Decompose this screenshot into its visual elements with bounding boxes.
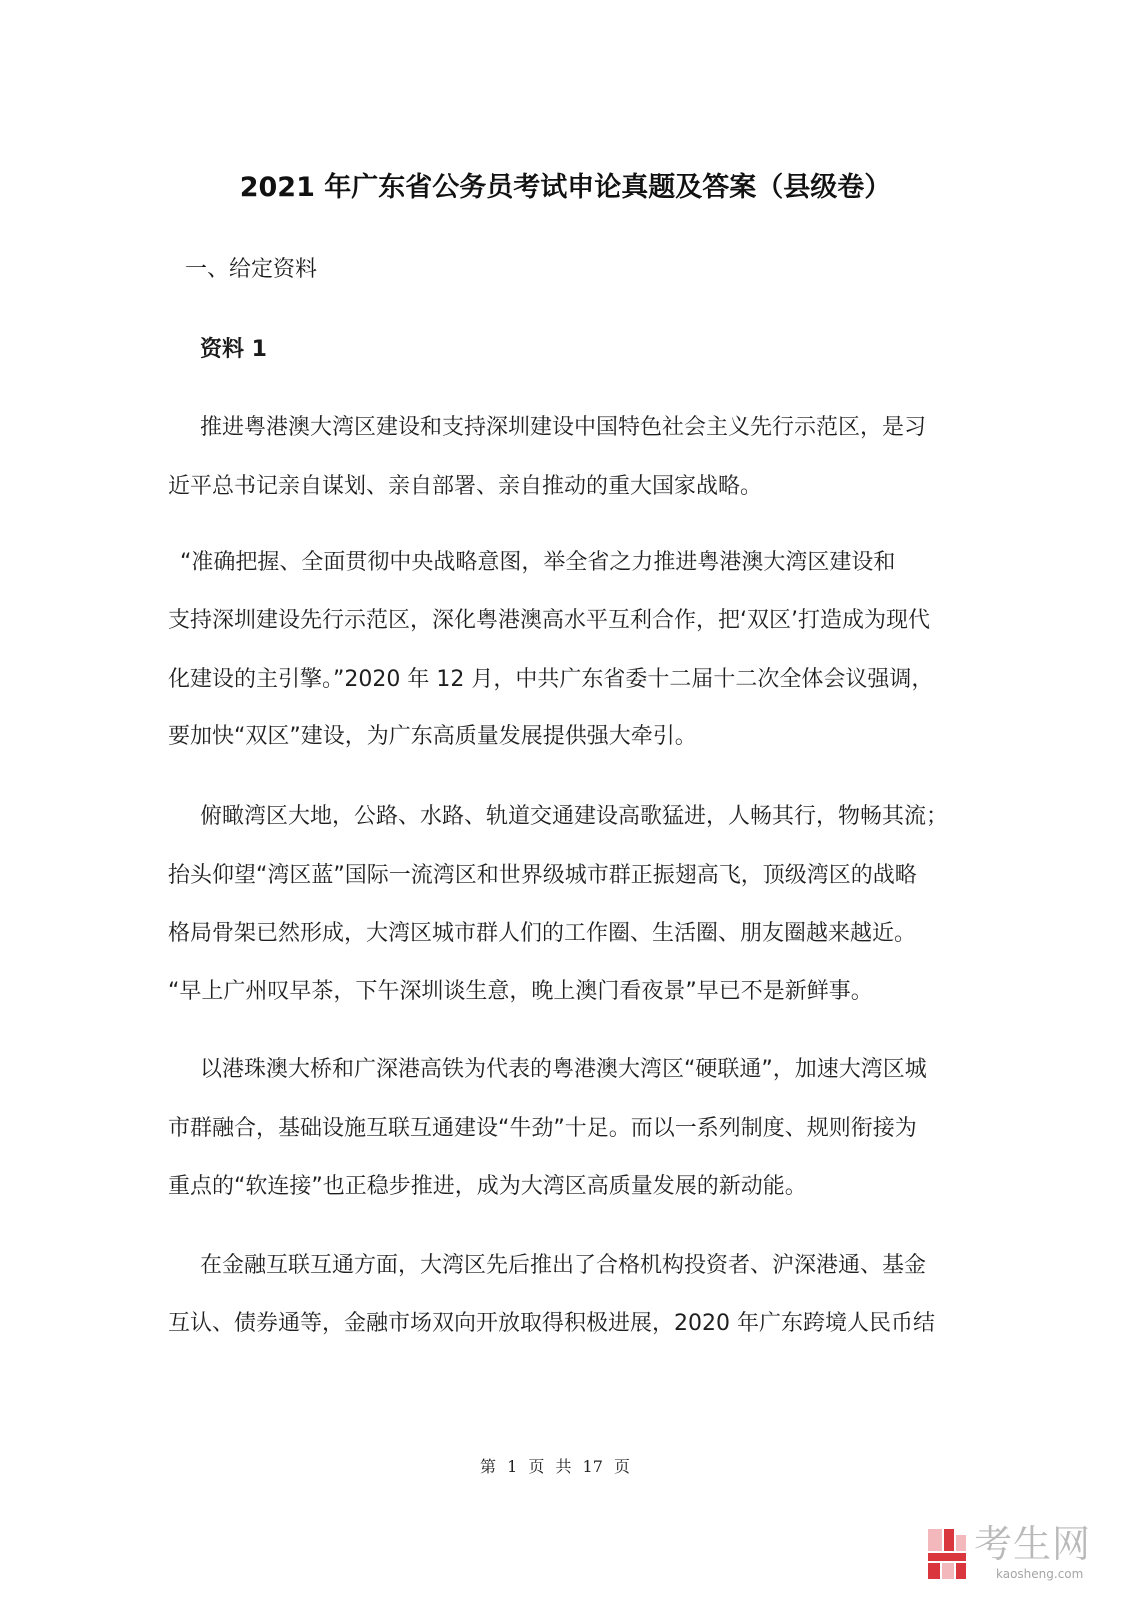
body-line: 在金融互联互通方面，大湾区先后推出了合格机构投资者、沪深港通、基金 (200, 1253, 927, 1278)
body-line: 抬头仰望“湾区蓝”国际一流湾区和世界级城市群正振翅高飞，顶级湾区的战略 (168, 863, 917, 888)
material-heading: 资料 1 (200, 337, 267, 362)
body-line: 要加快“双区”建设，为广东高质量发展提供强大牵引。 (168, 724, 697, 749)
page-footer: 第 1 页 共 17 页 (480, 1457, 630, 1476)
body-line: “早上广州叹早茶，下午深圳谈生意，晚上澳门看夜景”早已不是新鲜事。 (168, 979, 873, 1004)
section-heading: 一、给定资料 (185, 257, 318, 282)
body-line: 市群融合，基础设施互联互通建设“牛劲”十足。而以一系列制度、规则衔接为 (168, 1116, 917, 1141)
body-line: 近平总书记亲自谋划、亲自部署、亲自推动的重大国家战略。 (168, 474, 763, 499)
document-title: 2021 年广东省公务员考试申论真题及答案（县级卷） (239, 172, 892, 203)
body-line: 支持深圳建设先行示范区，深化粤港澳高水平互利合作，把‘双区’打造成为现代 (168, 608, 930, 633)
body-line: 重点的“软连接”也正稳步推进，成为大湾区高质量发展的新动能。 (168, 1174, 807, 1199)
body-line: 俯瞰湾区大地，公路、水路、轨道交通建设高歌猛进，人畅其行，物畅其流； (200, 804, 949, 829)
kaosheng-logo-icon (926, 1527, 968, 1581)
body-line: 以港珠澳大桥和广深港高铁为代表的粤港澳大湾区“硬联通”，加速大湾区城 (200, 1057, 927, 1082)
body-line: “准确把握、全面贯彻中央战略意图，举全省之力推进粤港澳大湾区建设和 (180, 550, 896, 575)
body-line: 格局骨架已然形成，大湾区城市群人们的工作圈、生活圈、朋友圈越来越近。 (168, 921, 917, 946)
body-line: 推进粤港澳大湾区建设和支持深圳建设中国特色社会主义先行示范区，是习 (200, 415, 927, 440)
watermark-domain: kaosheng.com (996, 1567, 1084, 1581)
body-line: 化建设的主引擎。”2020 年 12 月，中共广东省委十二届十二次全体会议强调， (168, 667, 934, 692)
body-line: 互认、债券通等，金融市场双向开放取得积极进展，2020 年广东跨境人民币结 (168, 1311, 935, 1336)
watermark-brand: 考生网 (974, 1522, 1092, 1566)
